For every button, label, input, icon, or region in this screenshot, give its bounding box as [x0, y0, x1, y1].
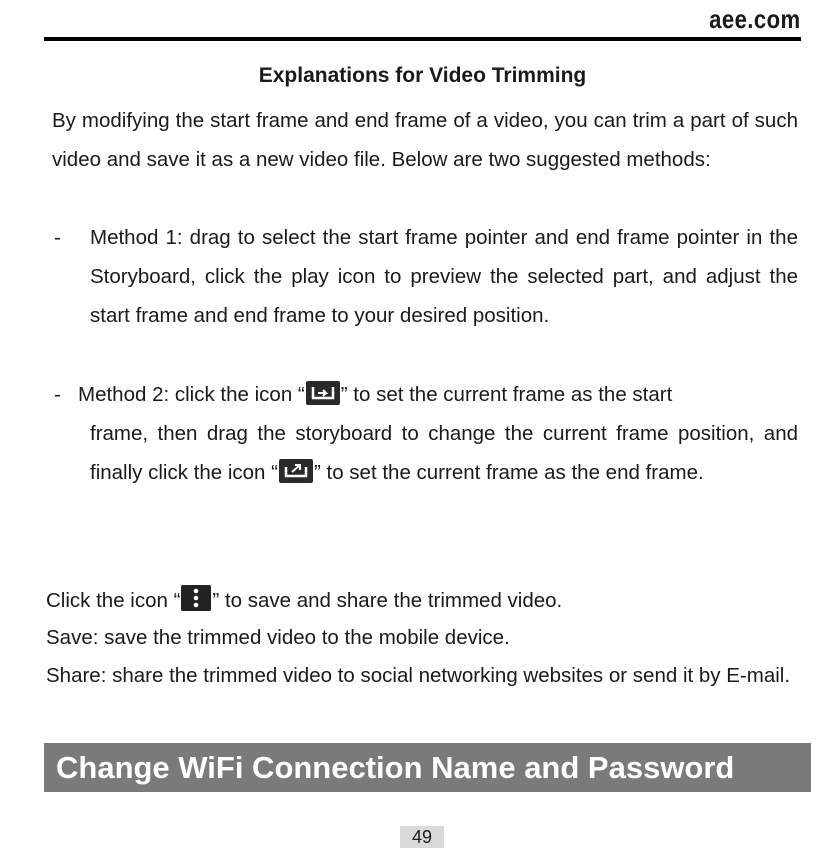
section-title: Explanations for Video Trimming	[258, 64, 587, 87]
method-2-text-c: frame, then drag the storyboard to change the current frame position, and finally click the icon “	[90, 422, 798, 484]
method-2-line-rest	[90, 414, 798, 492]
save-description: Save: save the trimmed video to the mobile device.	[46, 626, 510, 649]
set-start-frame-icon	[306, 381, 340, 405]
header-rule	[44, 37, 801, 41]
method-2-item	[52, 375, 798, 492]
click-line-after: ” to save and share the trimmed video.	[212, 589, 563, 612]
method-2-line-1	[78, 375, 798, 414]
click-line-before: Click the icon “	[46, 589, 181, 612]
method-2-text-a: Method 2: click the icon “	[78, 383, 305, 406]
click-icon-line	[46, 581, 802, 620]
method-1-text: Method 1: drag to select the start frame pointer and end frame pointer in the Storyboard, click the play icon to preview the selected part, and adjust the start frame and end frame to your desired position.	[90, 226, 798, 327]
bullet-dash: -	[54, 226, 61, 249]
intro-paragraph: By modifying the start frame and end frame of a video, you can trim a part of such video and save it as a new video file. Below are two suggested methods:	[52, 109, 798, 171]
more-menu-icon	[181, 585, 211, 611]
bullet-dash: -	[54, 383, 61, 406]
method-2-text-b: ” to set the current frame as the start	[340, 383, 673, 406]
method-1-item	[52, 218, 798, 335]
page-number: 49	[400, 826, 444, 848]
brand-logo: aee.com	[709, 4, 801, 34]
share-description: Share: share the trimmed video to social networking websites or send it by E-mail.	[46, 664, 791, 687]
method-2-text-d: ” to set the current frame as the end frame.	[313, 461, 704, 484]
set-end-frame-icon	[279, 459, 313, 483]
section-banner: Change WiFi Connection Name and Password	[44, 743, 811, 792]
